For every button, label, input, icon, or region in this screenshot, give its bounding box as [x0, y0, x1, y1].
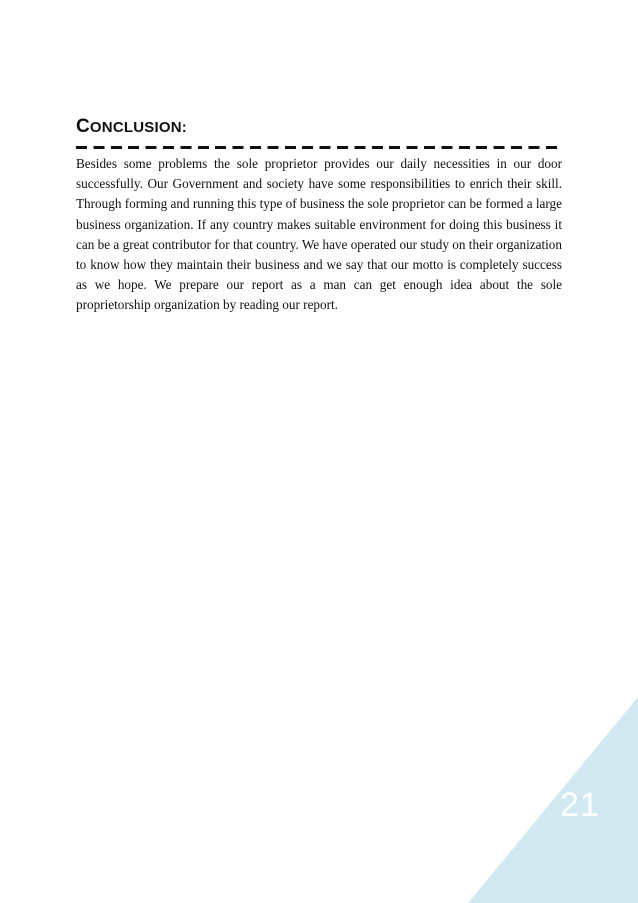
page-number: 21	[560, 786, 600, 824]
conclusion-paragraph: Besides some problems the sole proprietor provides our daily necessities in our door successfully. Our Government and society have some responsibilities to enrich their skill. Through forming and running this type of business the sole proprietor can be formed a large business organization. If any country makes suitable environment for doing this business it can be a great contributor for that country. We have operated our study on their organization to know how they maintain their business and we say that our motto is completely success as we hope. We prepare our report as a man can get enough idea about the sole proprietorship organization by reading our report.	[76, 156, 562, 313]
section-heading-initial: C	[76, 116, 90, 137]
section-heading-rest: ONCLUSION:	[89, 119, 187, 136]
